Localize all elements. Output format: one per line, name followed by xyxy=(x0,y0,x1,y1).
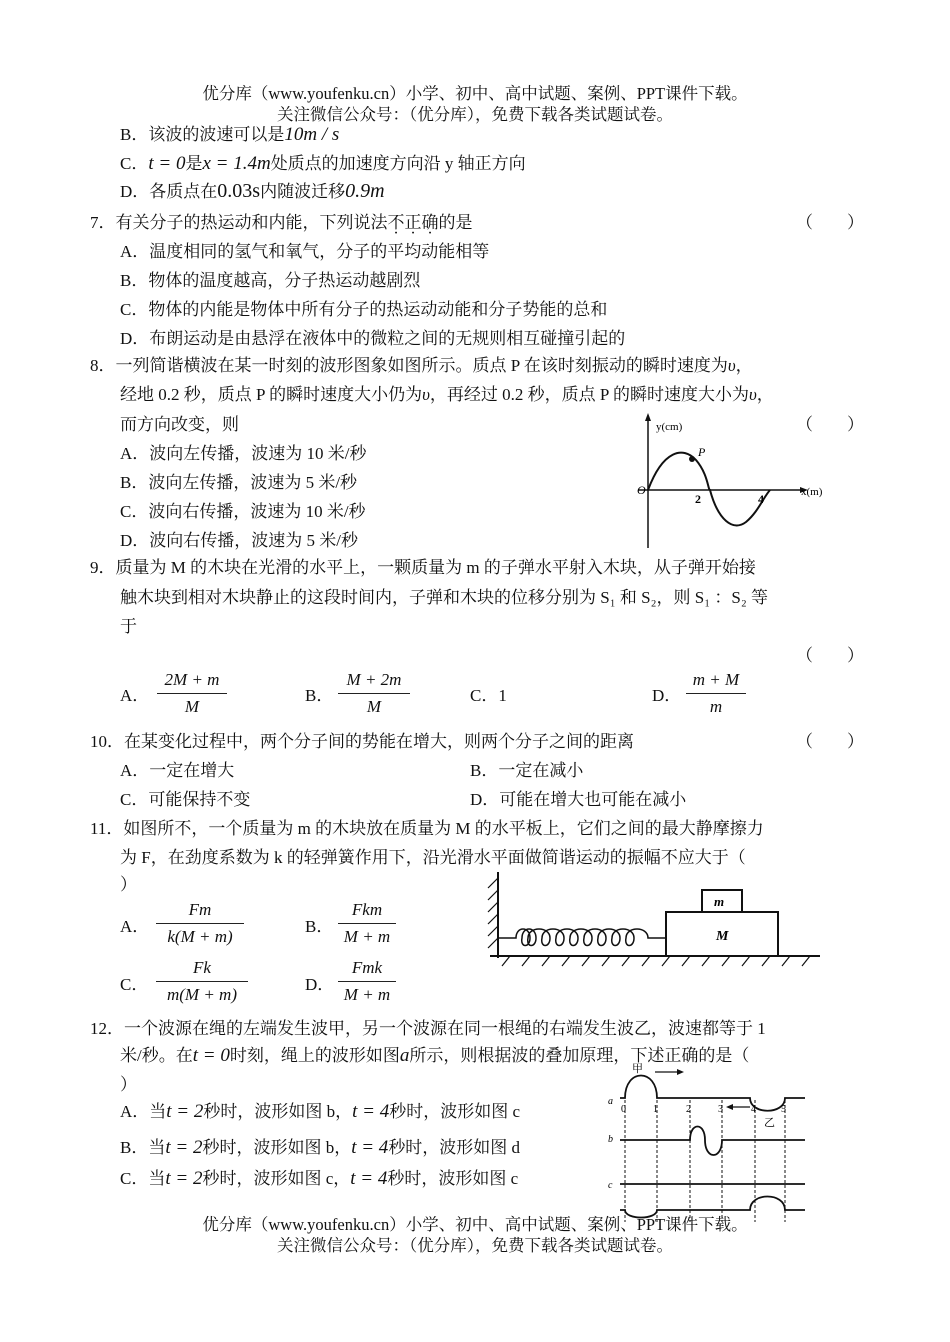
q8-option-b: B．波向左传播，波速为 5 米/秒 xyxy=(120,473,358,492)
q9-option-a-fraction: $\frac{2M + m}{M}$ xyxy=(157,670,227,717)
q8-answer-paren: （ ） xyxy=(796,415,864,434)
q12-wave-figure xyxy=(600,1060,815,1225)
footer-line-1: 优分库（www.youfenku.cn）小学、初中、高中试题、案例、PPT课件下载。 xyxy=(202,1215,748,1234)
q7-option-a: A．温度相同的氢气和氧气，分子的平均动能相等 xyxy=(120,242,490,261)
q7-answer-paren: （ ） xyxy=(796,213,864,232)
q8-option-a: A．波向左传播，波速为 10 米/秒 xyxy=(120,444,367,463)
q9-option-c: C．1 xyxy=(470,686,507,705)
board-big-m-label: M xyxy=(716,929,729,944)
q6-option-d: D．各质点在0.03s内随波迁移0.9m xyxy=(120,180,385,202)
q12-option-c: C．当t = 2秒时，波形如图 c，t = 4秒时，波形如图 c xyxy=(120,1168,519,1189)
header-line-1: 优分库（www.youfenku.cn）小学、初中、高中试题、案例、PPT课件下载。 xyxy=(202,84,748,103)
y-axis-label: y(cm) xyxy=(656,421,683,433)
q10-option-b: B．一定在减小 xyxy=(470,761,584,780)
q9-answer-paren: （ ） xyxy=(796,646,864,665)
q9-option-d-label: D． xyxy=(652,686,682,705)
tick-5: 5 xyxy=(781,1104,786,1115)
tick-1: 1 xyxy=(653,1104,658,1115)
q6-option-c: C．t = 0是x = 1.4m处质点的加速度方向沿 y 轴正方向 xyxy=(120,153,526,174)
row-b-waveform xyxy=(620,1127,805,1156)
q8-option-c: C．波向右传播，波速为 10 米/秒 xyxy=(120,502,366,521)
q11-stem-line-3: ） xyxy=(120,875,137,894)
block-small-m-label: m xyxy=(714,894,725,909)
q9-option-d-fraction: $\frac{m + M}{m}$ xyxy=(686,670,746,717)
row-b-label: b xyxy=(608,1134,613,1145)
q9-stem-line-3: 于 xyxy=(120,617,137,636)
row-a-waveform xyxy=(620,1076,805,1111)
q9-option-b-fraction: $\frac{M + 2m}{M}$ xyxy=(338,670,410,717)
q10-answer-paren: （ ） xyxy=(796,732,864,751)
wave-yi-label: 乙 xyxy=(764,1117,775,1129)
q9-option-b-label: B． xyxy=(305,686,334,705)
q6-option-b: B．该波的波速可以是10m / s xyxy=(120,124,340,145)
q7-stem: 7．有关分子的热运动和内能，下列说法不正确的是 xyxy=(90,213,473,232)
tick-2-label: 2 xyxy=(695,492,701,506)
point-p xyxy=(689,456,695,462)
wave-curve xyxy=(648,453,770,526)
y-axis-arrow xyxy=(645,413,651,421)
q11-stem-line-1: 11．如图所不，一个质量为 m 的木块放在质量为 M 的水平板上，它们之间的最大静摩擦力 xyxy=(90,819,764,838)
wall-hatching xyxy=(488,878,498,948)
q9-stem-line-2: 触木块到相对木块静止的这段时间内，子弹和木块的位移分别为 S₁ 和 S₂，则 S₁ ：S₂ 等 xyxy=(120,588,769,607)
q11-option-b-fraction: Fkm M + m xyxy=(338,900,396,947)
footer-line-2: 关注微信公众号：（优分库），免费下载各类试题试卷。 xyxy=(277,1236,673,1255)
q7-option-c: C．物体的内能是物体中所有分子的热运动动能和分子势能的总和 xyxy=(120,300,608,319)
x-axis-label: x(m) xyxy=(801,486,823,498)
tick-0: 0 xyxy=(621,1104,626,1115)
q8-option-d: D．波向右传播，波速为 5 米/秒 xyxy=(120,531,358,550)
q11-stem-line-2: 为 F，在劲度系数为 k 的轻弹簧作用下，沿光滑水平面做简谐运动的振幅不应大于（ xyxy=(120,848,746,867)
q12-stem-line-3: ） xyxy=(120,1075,137,1094)
q10-stem: 10．在某变化过程中，两个分子间的势能在增大，则两个分子之间的距离 xyxy=(90,732,634,751)
header-line-2: 关注微信公众号：（优分库），免费下载各类试题试卷。 xyxy=(277,105,673,124)
spring xyxy=(498,929,666,946)
q7-option-b: B．物体的温度越高，分子热运动越剧烈 xyxy=(120,271,421,290)
yi-arrow-head xyxy=(726,1104,733,1110)
q11-option-d-label: D． xyxy=(305,975,335,994)
floor-hatching xyxy=(502,956,810,966)
q11-option-d-fraction: Fmk M + m xyxy=(338,958,396,1005)
q8-stem-line-3: 而方向改变，则 xyxy=(120,415,239,434)
q10-option-d: D．可能在增大也可能在减小 xyxy=(470,790,687,809)
tick-3: 3 xyxy=(718,1104,723,1115)
point-p-label: P xyxy=(698,445,706,459)
q9-stem-line-1: 9．质量为 M 的木块在光滑的水平上，一颗质量为 m 的子弹水平射入木块，从子弹开始接 xyxy=(90,558,756,577)
row-c-label: c xyxy=(608,1180,613,1191)
q11-option-c-label: C． xyxy=(120,975,149,994)
q11-option-b-label: B． xyxy=(305,917,334,936)
q9-option-a-label: A． xyxy=(120,686,150,705)
q7-option-d: D．布朗运动是由悬浮在液体中的微粒之间的无规则相互碰撞引起的 xyxy=(120,329,626,348)
jia-arrow-head xyxy=(677,1069,684,1075)
dashed-grid-lines xyxy=(625,1100,785,1222)
q11-option-a-label: A． xyxy=(120,917,150,936)
row-a-label: a xyxy=(608,1096,613,1107)
q12-stem-line-2: 米/秒。在t = 0时刻，绳上的波形如图a所示，则根据波的叠加原理，下述正确的是（ xyxy=(120,1045,750,1066)
wave-jia-label: 甲 xyxy=(632,1063,643,1075)
q8-stem-line-1: 8．一列简谐横波在某一时刻的波形图象如图所示。质点 P 在该时刻振动的瞬时速度为υ， xyxy=(90,356,753,375)
q12-option-a: A．当t = 2秒时，波形如图 b，t = 4秒时，波形如图 c xyxy=(120,1101,521,1122)
q11-spring-figure xyxy=(480,868,825,970)
q12-stem-line-1: 12．一个波源在绳的左端发生波甲，另一个波源在同一根绳的右端发生波乙，波速都等于 1 xyxy=(90,1019,766,1038)
q8-stem-line-2: 经地 0.2 秒，质点 P 的瞬时速度大小仍为υ，再经过 0.2 秒，质点 P 的瞬时速度大小为υ， xyxy=(120,385,774,404)
q11-option-c-fraction: $\frac{Fk}{m(M + m)}$ xyxy=(156,958,248,1005)
q10-option-c: C．可能保持不变 xyxy=(120,790,251,809)
q11-option-a-fraction: $\frac{Fm}{k(M + m)}$ xyxy=(156,900,244,947)
q10-option-a: A．一定在增大 xyxy=(120,761,235,780)
tick-4-label: 4 xyxy=(758,492,764,506)
tick-4: 4 xyxy=(751,1104,756,1115)
origin-label: O xyxy=(637,483,646,497)
tick-2: 2 xyxy=(686,1104,691,1115)
q12-option-b: B．当t = 2秒时，波形如图 b，t = 4秒时，波形如图 d xyxy=(120,1137,521,1158)
q8-wave-graph xyxy=(618,410,838,550)
